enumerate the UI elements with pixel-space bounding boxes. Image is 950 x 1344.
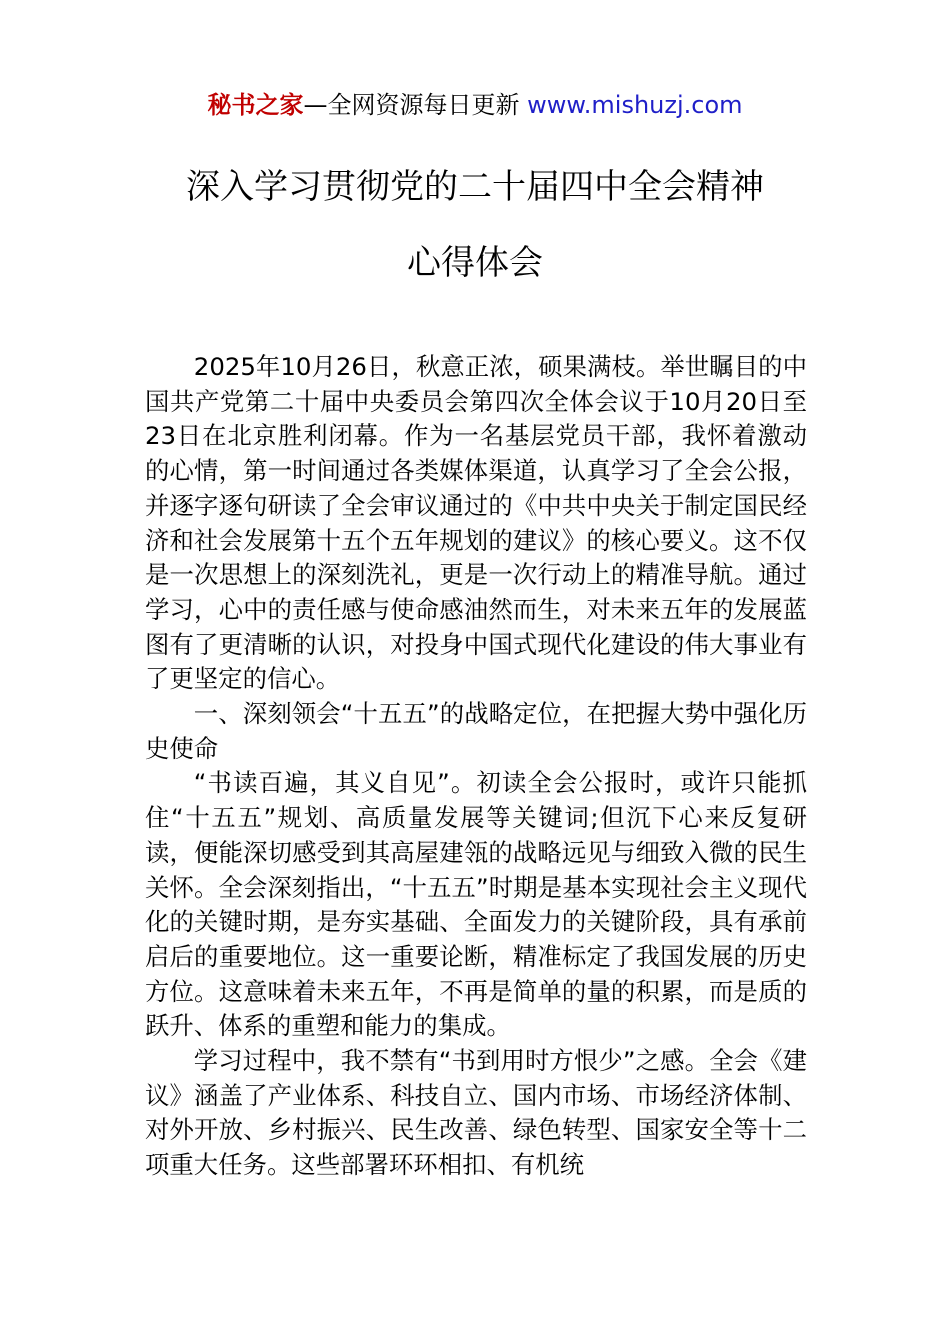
paragraph-3: 学习过程中，我不禁有“书到用时方恨少”之感。全会《建议》涵盖了产业体系、科技自立、国内市场、市场经济体制、对外开放、乡村振兴、民生改善、绿色转型、国家安全等十二项重大任务。这些部署环环相扣、有机统 [145, 1046, 807, 1180]
header-tagline: —全网资源每日更新 [303, 91, 528, 119]
paragraph-intro: 2025年10月26日，秋意正浓，硕果满枝。举世瞩目的中国共产党第二十届中央委员会第四次全体会议于10月20日至23日在北京胜利闭幕。作为一名基层党员干部，我怀着激动的心情，第一时间通过各类媒体渠道，认真学习了全会公报，并逐字逐句研读了全会审议通过的《中共中央关于制定国民经济和社会发展第十五个五年规划的建议》的核心要义。这不仅是一次思想上的深刻洗礼，更是一次行动上的精准导航。通过学习，心中的责任感与使命感油然而生，对未来五年的发展蓝图有了更清晰的认识，对投身中国式现代化建设的伟大事业有了更坚定的信心。 [145, 352, 807, 694]
site-url-link[interactable]: www.mishuzj.com [527, 91, 743, 119]
section-heading-1: 一、深刻领会“十五五”的战略定位，在把握大势中强化历史使命 [145, 699, 807, 763]
document-body [145, 350, 807, 1183]
paragraph-2: “书读百遍，其义自见”。初读全会公报时，或许只能抓住“十五五”规划、高质量发展等关键词;但沉下心来反复研读，便能深切感受到其高屋建瓴的战略远见与细致入微的民生关怀。全会深刻指出，“十五五”时期是基本实现社会主义现代化的关键时期，是夯实基础、全面发力的关键阶段，具有承前启后的重要地位。这一重要论断，精准标定了我国发展的历史方位。这意味着未来五年，不再是简单的量的积累，而是质的跃升、体系的重塑和能力的集成。 [145, 768, 807, 1041]
document-title [0, 162, 950, 288]
title-line-1: 深入学习贯彻党的二十届四中全会精神 [186, 167, 764, 207]
brand-name: 秘书之家 [207, 91, 304, 119]
site-header [0, 88, 950, 122]
title-line-2: 心得体会 [407, 243, 543, 283]
